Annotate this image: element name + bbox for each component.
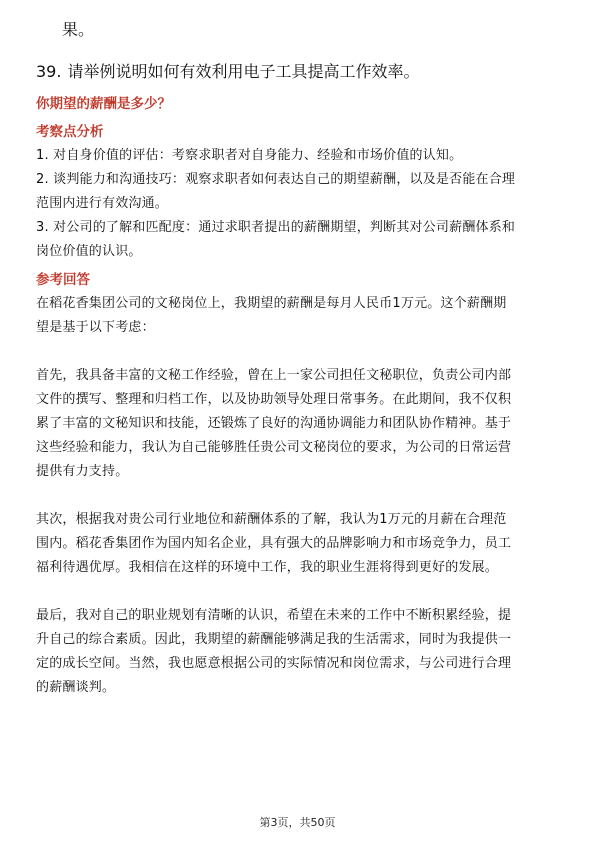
answer-para3-line: 定的成长空间。当然，我也愿意根据公司的实际情况和岗位需求，与公司进行合理 (36, 656, 512, 671)
answer-para1-line: 首先，我具备丰富的文秘工作经验，曾在上一家公司担任文秘职位，负责公司内部 (36, 368, 512, 383)
question-39 (36, 60, 566, 84)
question-number: 39. (36, 62, 62, 81)
answer-para2-line: 其次，根据我对贵公司行业地位和薪酬体系的了解，我认为1万元的月薪在合理范 (36, 512, 507, 527)
answer-para3-line: 升自己的综合素质。因此，我期望的薪酬能够满足我的生活需求，同时为我提供一 (36, 632, 512, 647)
answer-heading: 参考回答 (36, 272, 90, 288)
page-footer: 第3页，共50页 (259, 816, 336, 829)
paragraph-spacer (36, 580, 559, 604)
paragraph-spacer (36, 484, 559, 508)
answer-para1-line: 累了丰富的文秘知识和技能，还锻炼了良好的沟通协调能力和团队协作精神。基于 (36, 416, 512, 431)
answer-section (36, 92, 559, 700)
answer-para1-line: 提供有力支持。 (36, 464, 129, 479)
analysis-line: 岗位价值的认识。 (36, 244, 142, 259)
analysis-line: 2. 谈判能力和沟通技巧：观察求职者如何表达自己的期望薪酬，以及是否能在合理 (36, 172, 516, 187)
analysis-line: 范围内进行有效沟通。 (36, 196, 169, 211)
carry-over-text: 果。 (62, 20, 95, 39)
analysis-line: 1. 对自身价值的评估：考察求职者对自身能力、经验和市场价值的认知。 (36, 148, 463, 163)
analysis-heading: 考察点分析 (36, 124, 104, 140)
answer-para2-line: 围内。稻花香集团作为国内知名企业，具有强大的品牌影响力和市场竞争力，员工 (36, 536, 512, 551)
answer-para3-line: 的薪酬谈判。 (36, 680, 116, 695)
section-title: 你期望的薪酬是多少？ (36, 96, 171, 112)
answer-intro-line: 望是基于以下考虑： (36, 320, 155, 335)
answer-para1-line: 文件的撰写、整理和归档工作，以及协助领导处理日常事务。在此期间，我不仅积 (36, 392, 512, 407)
answer-para3-line: 最后，我对自己的职业规划有清晰的认识，希望在未来的工作中不断积累经验，提 (36, 608, 512, 623)
analysis-line: 3. 对公司的了解和匹配度：通过求职者提出的薪酬期望，判断其对公司薪酬体系和 (36, 220, 516, 235)
answer-para2-line: 福利待遇优厚。我相信在这样的环境中工作，我的职业生涯将得到更好的发展。 (36, 560, 499, 575)
answer-para1-line: 这些经验和能力，我认为自己能够胜任贵公司文秘岗位的要求，为公司的日常运营 (36, 440, 512, 455)
answer-intro-line: 在稻花香集团公司的文秘岗位上，我期望的薪酬是每月人民币1万元。这个薪酬期 (36, 296, 507, 311)
paragraph-spacer (36, 340, 559, 364)
question-text: 请举例说明如何有效利用电子工具提高工作效率。 (67, 62, 420, 81)
